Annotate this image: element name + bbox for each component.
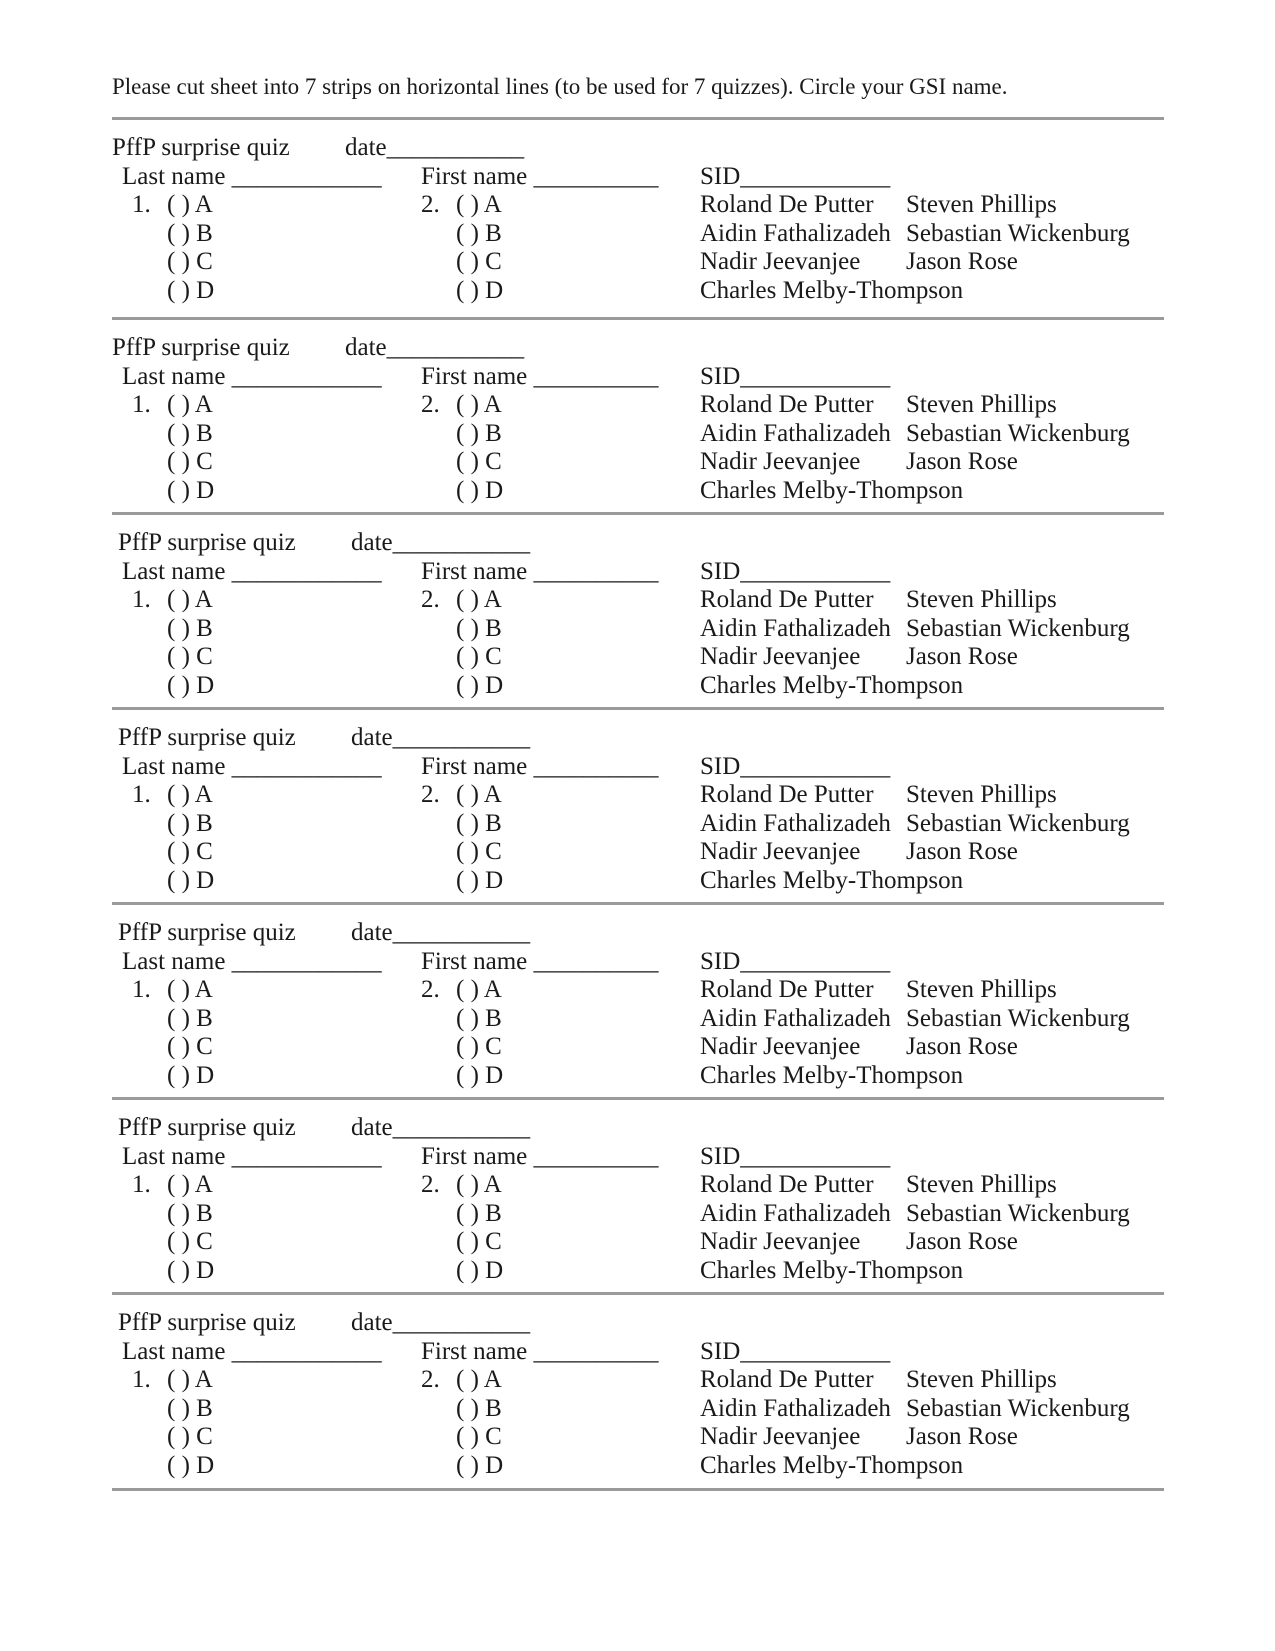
question-1-option[interactable]: ( ) A xyxy=(167,191,213,218)
quiz-strip xyxy=(0,130,1275,326)
gsi-name[interactable]: Jason Rose xyxy=(906,643,1018,670)
quiz-title: PffP surprise quiz xyxy=(118,724,296,751)
gsi-name[interactable]: Steven Phillips xyxy=(906,586,1057,613)
question-2-option[interactable]: ( ) C xyxy=(456,1033,502,1060)
question-2-option[interactable]: ( ) C xyxy=(456,838,502,865)
question-2-option[interactable]: ( ) D xyxy=(456,1451,504,1479)
question-1-number: 1. xyxy=(132,1366,151,1393)
question-2-option[interactable]: ( ) B xyxy=(456,1004,502,1032)
question-2-option[interactable]: ( ) D xyxy=(456,1061,504,1089)
quiz-strip xyxy=(0,1305,1275,1501)
gsi-name[interactable]: Steven Phillips xyxy=(906,1366,1057,1393)
question-2-option[interactable]: ( ) A xyxy=(456,191,502,218)
sid-field[interactable]: SID____________ xyxy=(700,1142,891,1170)
gsi-name[interactable]: Steven Phillips xyxy=(906,191,1057,218)
question-1-option[interactable]: ( ) D xyxy=(167,476,215,504)
gsi-name[interactable]: Nadir Jeevanjee xyxy=(700,448,861,475)
question-2-number: 2. xyxy=(421,1366,440,1393)
gsi-name[interactable]: Roland De Putter xyxy=(700,391,874,418)
first-name-field[interactable]: First name __________ xyxy=(421,557,659,585)
gsi-name[interactable]: Nadir Jeevanjee xyxy=(700,643,861,670)
gsi-name[interactable]: Charles Melby-Thompson xyxy=(700,276,964,304)
question-1-option[interactable]: ( ) B xyxy=(167,1394,213,1422)
first-name-field[interactable]: First name __________ xyxy=(421,947,659,975)
question-2-option[interactable]: ( ) A xyxy=(456,391,502,418)
quiz-title: PffP surprise quiz xyxy=(112,134,290,161)
gsi-name[interactable]: Sebastian Wickenburg xyxy=(906,219,1130,247)
gsi-name[interactable]: Jason Rose xyxy=(906,248,1018,275)
question-2-number: 2. xyxy=(421,391,440,418)
question-2-option[interactable]: ( ) C xyxy=(456,248,502,275)
gsi-name[interactable]: Jason Rose xyxy=(906,1228,1018,1255)
question-1-option[interactable]: ( ) D xyxy=(167,866,215,894)
question-2-option[interactable]: ( ) D xyxy=(456,1256,504,1284)
quiz-title: PffP surprise quiz xyxy=(118,1114,296,1141)
question-2-option[interactable]: ( ) D xyxy=(456,671,504,699)
gsi-name[interactable]: Aidin Fathalizadeh xyxy=(700,1199,891,1227)
quiz-title: PffP surprise quiz xyxy=(118,919,296,946)
sid-field[interactable]: SID____________ xyxy=(700,752,891,780)
gsi-name[interactable]: Roland De Putter xyxy=(700,1171,874,1198)
question-1-option[interactable]: ( ) A xyxy=(167,976,213,1003)
gsi-name[interactable]: Nadir Jeevanjee xyxy=(700,1423,861,1450)
question-1-option[interactable]: ( ) B xyxy=(167,219,213,247)
gsi-name[interactable]: Charles Melby-Thompson xyxy=(700,671,964,699)
question-1-option[interactable]: ( ) A xyxy=(167,391,213,418)
question-2-number: 2. xyxy=(421,976,440,1003)
question-2-option[interactable]: ( ) B xyxy=(456,1394,502,1422)
question-2-option[interactable]: ( ) D xyxy=(456,276,504,304)
gsi-name[interactable]: Aidin Fathalizadeh xyxy=(700,1004,891,1032)
question-2-number: 2. xyxy=(421,1171,440,1198)
quiz-strip xyxy=(0,525,1275,721)
gsi-name[interactable]: Steven Phillips xyxy=(906,1171,1057,1198)
gsi-name[interactable]: Jason Rose xyxy=(906,838,1018,865)
gsi-name[interactable]: Aidin Fathalizadeh xyxy=(700,809,891,837)
sid-field[interactable]: SID____________ xyxy=(700,557,891,585)
question-1-option[interactable]: ( ) A xyxy=(167,781,213,808)
gsi-name[interactable]: Charles Melby-Thompson xyxy=(700,1256,964,1284)
last-name-field[interactable]: Last name ____________ xyxy=(122,557,382,585)
question-1-option[interactable]: ( ) C xyxy=(167,448,213,475)
gsi-name[interactable]: Roland De Putter xyxy=(700,781,874,808)
question-1-option[interactable]: ( ) B xyxy=(167,419,213,447)
question-1-number: 1. xyxy=(132,191,151,218)
gsi-name[interactable]: Jason Rose xyxy=(906,448,1018,475)
gsi-name[interactable]: Aidin Fathalizadeh xyxy=(700,1394,891,1422)
question-2-option[interactable]: ( ) B xyxy=(456,1199,502,1227)
quiz-strip xyxy=(0,1110,1275,1306)
date-field[interactable]: date___________ xyxy=(351,1114,531,1141)
question-2-option[interactable]: ( ) D xyxy=(456,476,504,504)
gsi-name[interactable]: Sebastian Wickenburg xyxy=(906,1004,1130,1032)
gsi-name[interactable]: Sebastian Wickenburg xyxy=(906,809,1130,837)
question-1-option[interactable]: ( ) D xyxy=(167,276,215,304)
question-2-option[interactable]: ( ) B xyxy=(456,419,502,447)
gsi-name[interactable]: Sebastian Wickenburg xyxy=(906,614,1130,642)
first-name-field[interactable]: First name __________ xyxy=(421,162,659,190)
quiz-strip xyxy=(0,330,1275,526)
date-field[interactable]: date___________ xyxy=(351,724,531,751)
gsi-name[interactable]: Nadir Jeevanjee xyxy=(700,1228,861,1255)
question-1-number: 1. xyxy=(132,586,151,613)
question-1-number: 1. xyxy=(132,976,151,1003)
first-name-field[interactable]: First name __________ xyxy=(421,752,659,780)
question-1-option[interactable]: ( ) C xyxy=(167,1033,213,1060)
cut-line xyxy=(112,1488,1164,1491)
gsi-name[interactable]: Roland De Putter xyxy=(700,1366,874,1393)
gsi-name[interactable]: Roland De Putter xyxy=(700,976,874,1003)
first-name-field[interactable]: First name __________ xyxy=(421,362,659,390)
gsi-name[interactable]: Nadir Jeevanjee xyxy=(700,838,861,865)
gsi-name[interactable]: Roland De Putter xyxy=(700,586,874,613)
gsi-name[interactable]: Aidin Fathalizadeh xyxy=(700,219,891,247)
question-2-option[interactable]: ( ) C xyxy=(456,1423,502,1450)
question-2-option[interactable]: ( ) D xyxy=(456,866,504,894)
question-2-number: 2. xyxy=(421,781,440,808)
question-2-option[interactable]: ( ) A xyxy=(456,1366,502,1393)
sid-field[interactable]: SID____________ xyxy=(700,947,891,975)
gsi-name[interactable]: Steven Phillips xyxy=(906,391,1057,418)
gsi-name[interactable]: Steven Phillips xyxy=(906,781,1057,808)
last-name-field[interactable]: Last name ____________ xyxy=(122,947,382,975)
gsi-name[interactable]: Aidin Fathalizadeh xyxy=(700,614,891,642)
quiz-strip xyxy=(0,720,1275,916)
question-2-option[interactable]: ( ) C xyxy=(456,448,502,475)
gsi-name[interactable]: Sebastian Wickenburg xyxy=(906,1394,1130,1422)
question-2-number: 2. xyxy=(421,191,440,218)
last-name-field[interactable]: Last name ____________ xyxy=(122,162,382,190)
cut-line xyxy=(112,1292,1164,1295)
question-1-option[interactable]: ( ) C xyxy=(167,838,213,865)
date-field[interactable]: date___________ xyxy=(351,1309,531,1336)
question-2-option[interactable]: ( ) B xyxy=(456,219,502,247)
gsi-name[interactable]: Steven Phillips xyxy=(906,976,1057,1003)
question-1-option[interactable]: ( ) D xyxy=(167,1451,215,1479)
question-2-option[interactable]: ( ) A xyxy=(456,781,502,808)
question-1-option[interactable]: ( ) D xyxy=(167,671,215,699)
gsi-name[interactable]: Jason Rose xyxy=(906,1033,1018,1060)
cut-line xyxy=(112,1097,1164,1100)
question-1-number: 1. xyxy=(132,1171,151,1198)
date-field[interactable]: date___________ xyxy=(351,529,531,556)
question-2-option[interactable]: ( ) A xyxy=(456,976,502,1003)
quiz-strip xyxy=(0,915,1275,1111)
gsi-name[interactable]: Sebastian Wickenburg xyxy=(906,1199,1130,1227)
question-2-option[interactable]: ( ) C xyxy=(456,1228,502,1255)
gsi-name[interactable]: Aidin Fathalizadeh xyxy=(700,419,891,447)
question-2-option[interactable]: ( ) A xyxy=(456,1171,502,1198)
first-name-field[interactable]: First name __________ xyxy=(421,1337,659,1365)
question-2-option[interactable]: ( ) A xyxy=(456,586,502,613)
cut-line xyxy=(112,317,1164,320)
instructions-text: Please cut sheet into 7 strips on horizontal lines (to be used for 7 quizzes). Circle your GSI name. xyxy=(112,74,1008,99)
question-2-option[interactable]: ( ) C xyxy=(456,643,502,670)
gsi-name[interactable]: Sebastian Wickenburg xyxy=(906,419,1130,447)
last-name-field[interactable]: Last name ____________ xyxy=(122,1337,382,1365)
cut-line xyxy=(112,512,1164,515)
gsi-name[interactable]: Nadir Jeevanjee xyxy=(700,248,861,275)
question-1-option[interactable]: ( ) A xyxy=(167,1171,213,1198)
question-1-option[interactable]: ( ) B xyxy=(167,614,213,642)
quiz-title: PffP surprise quiz xyxy=(118,529,296,556)
gsi-name[interactable]: Charles Melby-Thompson xyxy=(700,866,964,894)
last-name-field[interactable]: Last name ____________ xyxy=(122,752,382,780)
gsi-name[interactable]: Charles Melby-Thompson xyxy=(700,476,964,504)
question-1-option[interactable]: ( ) A xyxy=(167,1366,213,1393)
cut-line xyxy=(112,902,1164,905)
gsi-name[interactable]: Charles Melby-Thompson xyxy=(700,1451,964,1479)
question-1-option[interactable]: ( ) D xyxy=(167,1061,215,1089)
question-1-number: 1. xyxy=(132,391,151,418)
sid-field[interactable]: SID____________ xyxy=(700,1337,891,1365)
question-2-number: 2. xyxy=(421,586,440,613)
question-1-option[interactable]: ( ) C xyxy=(167,1228,213,1255)
sid-field[interactable]: SID____________ xyxy=(700,162,891,190)
question-1-option[interactable]: ( ) B xyxy=(167,809,213,837)
first-name-field[interactable]: First name __________ xyxy=(421,1142,659,1170)
date-field[interactable]: date___________ xyxy=(345,334,525,361)
quiz-title: PffP surprise quiz xyxy=(118,1309,296,1336)
question-2-option[interactable]: ( ) B xyxy=(456,809,502,837)
cut-line xyxy=(112,707,1164,710)
gsi-name[interactable]: Jason Rose xyxy=(906,1423,1018,1450)
cut-line xyxy=(112,117,1164,120)
question-1-number: 1. xyxy=(132,781,151,808)
date-field[interactable]: date___________ xyxy=(351,919,531,946)
question-1-option[interactable]: ( ) C xyxy=(167,248,213,275)
gsi-name[interactable]: Nadir Jeevanjee xyxy=(700,1033,861,1060)
quiz-title: PffP surprise quiz xyxy=(112,334,290,361)
last-name-field[interactable]: Last name ____________ xyxy=(122,362,382,390)
question-1-option[interactable]: ( ) B xyxy=(167,1004,213,1032)
question-1-option[interactable]: ( ) B xyxy=(167,1199,213,1227)
last-name-field[interactable]: Last name ____________ xyxy=(122,1142,382,1170)
question-1-option[interactable]: ( ) D xyxy=(167,1256,215,1284)
question-1-option[interactable]: ( ) C xyxy=(167,1423,213,1450)
question-1-option[interactable]: ( ) A xyxy=(167,586,213,613)
gsi-name[interactable]: Roland De Putter xyxy=(700,191,874,218)
question-1-option[interactable]: ( ) C xyxy=(167,643,213,670)
gsi-name[interactable]: Charles Melby-Thompson xyxy=(700,1061,964,1089)
question-2-option[interactable]: ( ) B xyxy=(456,614,502,642)
date-field[interactable]: date___________ xyxy=(345,134,525,161)
sid-field[interactable]: SID____________ xyxy=(700,362,891,390)
